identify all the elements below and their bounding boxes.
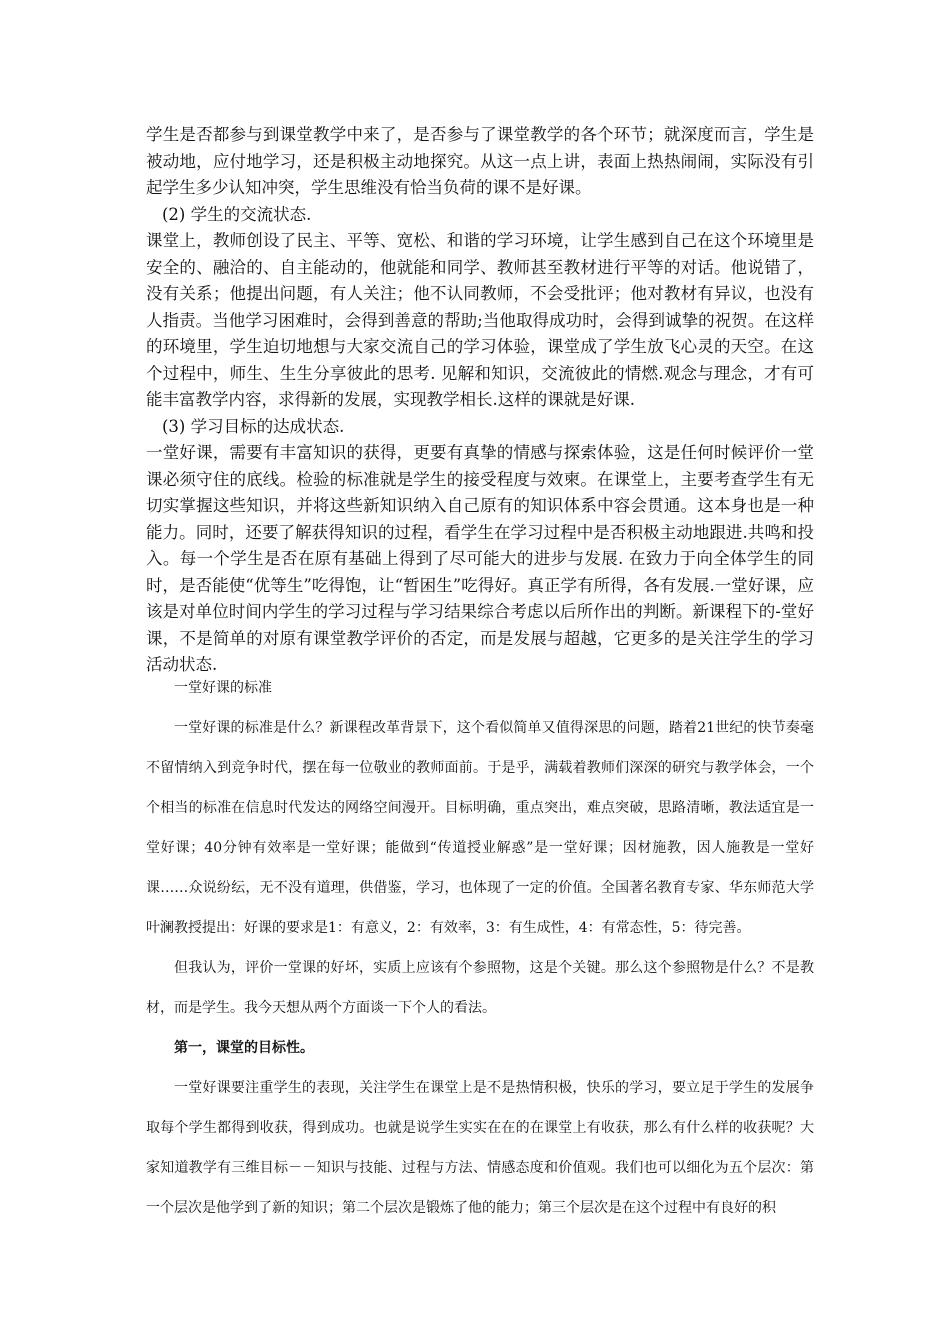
section-student-states	[146, 122, 814, 679]
heading-first-goal: 第一，课堂的目标性。	[174, 1040, 314, 1056]
paragraph-goal: 一堂好课要注重学生的表现，关注学生在课堂上是不是热情积极，快乐的学习，要立足于学生的发展争取每个学生都得到收获，得到成功。也就是说学生实实在在的在课堂上有收获，那么有什么样的收获呢？大家知道教学有三维目标－－知识与技能、过程与方法、情感态度和价值观。我们也可以细化为五个层次：第一个层次是他学到了新的知识；第二个层次是锻炼了他的能力；第三个层次是在这个过程中有良好的积	[146, 1080, 814, 1216]
paragraph-what-is-standard: 一堂好课的标准是什么？新课程改革背景下，这个看似简单又值得深思的问题，踏着21世纪的快节奏毫不留情纳入到竞争时代，摆在每一位敬业的教师面前。于是乎，满载着教师们深深的研究与教学体会，一个个相当的标准在信息时代发达的网络空间漫开。目标明确，重点突出，难点突破，思路清晰，教法适宜是一堂好课；40分钟有效率是一堂好课；能做到“传道授业解惑”是一堂好课；因材施教，因人施教是一堂好课……众说纷纭，无不没有道理，供借鉴，学习，也体现了一定的价值。全国著名教育专家、华东师范大学叶澜教授提出：好课的要求是1：有意义，2：有效率，3：有生成性，4：有常态性，5：待完善。	[146, 720, 814, 936]
paragraph-communication: 课堂上，教师创设了民主、平等、宽松、和谐的学习环境，让学生感到自己在这个环境里是安全的、融洽的、自主能动的，他就能和同学、教师甚至教材进行平等的对话。他说错了，没有关系；他提出问题，有人关注；他不认同教师，不会受批评；他对教材有异议，也没有人指责。当他学习困难时，会得到善意的帮助;当他取得成功时，会得到诚挚的祝贺。在这样的环境里，学生迫切地想与大家交流自己的学习体验，课堂成了学生放飞心灵的天空。在这个过程中，师生、生生分享彼此的思考. 见解和知识，交流彼此的情燃.观念与理念，才有可能丰富教学内容，求得新的发展，实现教学相长.这样的课就是好课.	[146, 231, 814, 409]
heading-goal-achievement: (3) 学习目标的达成状态.	[162, 416, 345, 436]
paragraph-reference: 但我认为，评价一堂课的好坏，实质上应该有个参照物，这是个关键。那么这个参照物是什么？不是教材，而是学生。我今天想从两个方面谈一下个人的看法。	[146, 960, 814, 1016]
section-title: 一堂好课的标准	[174, 680, 272, 696]
paragraph-participation: 学生是否都参与到课堂教学中来了，是否参与了课堂教学的各个环节；就深度而言，学生是被动地，应付地学习，还是积极主动地探究。从这一点上讲，表面上热热闹闹，实际没有引起学生多少认知冲突，学生思维没有恰当负荷的课不是好课。	[146, 125, 814, 197]
heading-communication-state: (2) 学生的交流状态.	[162, 204, 312, 224]
paragraph-goal-achievement: 一堂好课，需要有丰富知识的获得，更要有真挚的情感与探索体验，这是任何时候评价一堂课必须守住的底线。检验的标准就是学生的接受程度与效柬。在课堂上，主要考查学生有无切实掌握这些知识，并将这些新知识纳入自己原有的知识体系中容会贯通。这本身也是一种能力。同时，还要了解获得知识的过程，看学生在学习过程中是否积极主动地跟进.共鸣和投入。每一个学生是否在原有基础上得到了尽可能大的进步与发展. 在致力于向全体学生的同时，是否能使“优等生”吃得饱，让“暂困生”吃得好。真正学有所得，各有发展.一堂好课，应该是对单位时间内学生的学习过程与学习结果综合考虑以后所作出的判断。新课程下的-堂好课，不是简单的对原有课堂教学评价的否定，而是发展与超越，它更多的是关注学生的学习活动状态.	[146, 443, 814, 674]
section-good-lesson-standard	[146, 668, 814, 1228]
